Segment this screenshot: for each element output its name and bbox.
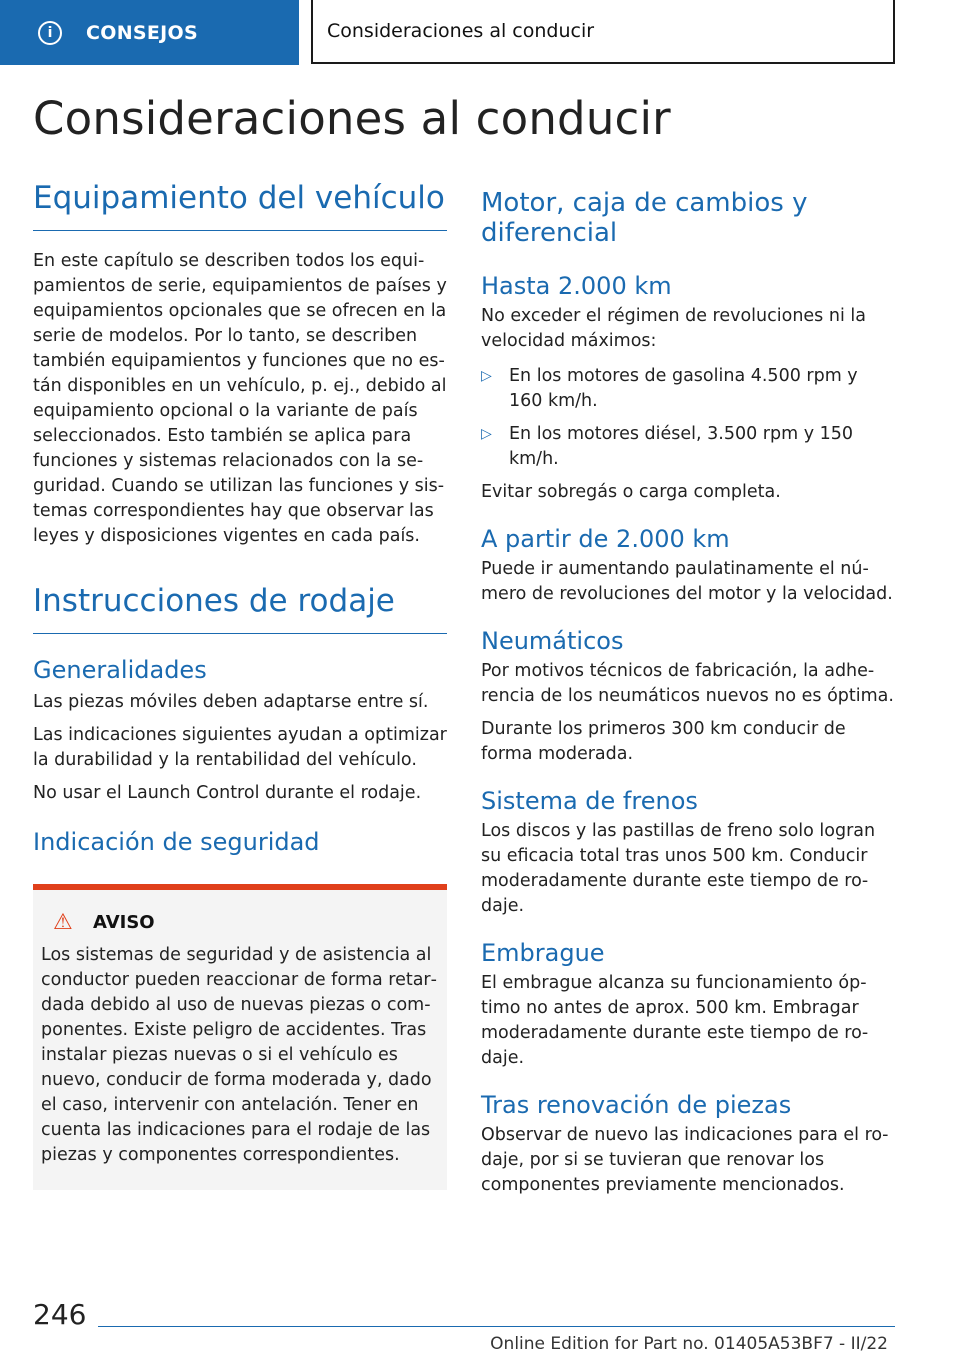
bullet-triangle-icon: ▷ — [481, 426, 492, 442]
bullet-triangle-icon: ▷ — [481, 368, 492, 384]
heading-motor: Motor, caja de cambios y diferencial — [481, 188, 808, 248]
evitar-text: Evitar sobregás o carga completa. — [481, 482, 781, 502]
header-tab-consejos[interactable] — [0, 0, 299, 65]
warning-text: Los sistemas de seguridad y de asistencia al conductor pueden reaccionar de forma retardada debido al uso de nuevas piezas o componentes. Existe peligro de accidentes. Tras instalar piezas nuevas o si el vehículo es nuevo, conducir de forma moderada y, dado el caso, intervenir con antelación. Tener en cuenta las indicaciones para el rodaje de las piezas y componentes correspondientes. — [41, 945, 437, 1165]
equipamiento-text: En este capítulo se describen todos los equipamientos de serie, equipamientos de países y equipamientos opcionales que se ofrecen en la serie de modelos. Por lo tanto, se describen también equipamientos y funciones que no están disponibles en un vehículo, p. ej., debido al equipamiento opcional o la variante de país seleccionados. Esto también se aplica para funciones y sistemas relacionados con la seguridad. Cuando se utilizan las funciones y sistemas correspondientes hay que observar las leyes y disposiciones vigentes en cada país. — [33, 251, 447, 546]
frenos-text: Los discos y las pastillas de freno solo logran su eficacia total tras unos 500 km. Conducir moderadamente durante este tiempo de rodaje. — [481, 821, 876, 916]
hasta-text: No exceder el régimen de revoluciones ni la velocidad máximos: — [481, 306, 866, 351]
generalidades-p3: No usar el Launch Control durante el rodaje. — [33, 783, 422, 803]
heading-a-partir-2000: A partir de 2.000 km — [481, 525, 730, 553]
heading-hasta-2000: Hasta 2.000 km — [481, 272, 672, 300]
heading-equipamiento: Equipamiento del vehículo — [33, 180, 447, 231]
bullet-text: En los motores diésel, 3.500 rpm y 150 km/h. — [509, 424, 854, 469]
heading-renovacion-piezas: Tras renovación de piezas — [481, 1091, 792, 1119]
heading-embrague: Embrague — [481, 939, 605, 967]
bullet-text: En los motores de gasolina 4.500 rpm y 160 km/h. — [509, 366, 858, 411]
heading-neumaticos: Neumáticos — [481, 627, 624, 655]
apartir-text: Puede ir aumentando paulatinamente el número de revoluciones del motor y la velocidad. — [481, 559, 893, 604]
neumaticos-p1: Por motivos técnicos de fabricación, la adherencia de los neumáticos nuevos no es óptima. — [481, 661, 894, 706]
footer-divider — [98, 1326, 895, 1327]
header-section-title: Consideraciones al conducir — [311, 0, 895, 64]
info-icon: i — [38, 21, 62, 45]
list-item — [481, 422, 895, 472]
neumaticos-p2: Durante los primeros 300 km conducir de forma moderada. — [481, 719, 846, 764]
footer-edition: Online Edition for Part no. 01405A53BF7 - II/22 — [490, 1334, 888, 1354]
list-item — [481, 364, 895, 414]
generalidades-p1: Las piezas móviles deben adaptarse entre sí. — [33, 692, 429, 712]
left-column — [33, 180, 447, 1190]
header-tab-label: CONSEJOS — [86, 21, 198, 44]
warning-box — [33, 884, 447, 1190]
heading-instrucciones-rodaje: Instrucciones de rodaje — [33, 583, 447, 634]
generalidades-p2: Las indicaciones siguientes ayudan a optimizar la durabilidad y la rentabilidad del vehículo. — [33, 725, 447, 770]
page-title: Consideraciones al conducir — [33, 92, 671, 145]
page-number: 246 — [33, 1298, 87, 1331]
warning-label: AVISO — [93, 912, 155, 933]
heading-sistema-frenos: Sistema de frenos — [481, 787, 698, 815]
heading-indicacion-seguridad: Indicación de seguridad — [33, 828, 320, 856]
warning-triangle-icon: ⚠ — [53, 910, 73, 935]
embrague-text: El embrague alcanza su funcionamiento óptimo no antes de aprox. 500 km. Embragar moderadamente durante este tiempo de rodaje. — [481, 973, 869, 1068]
renovacion-text: Observar de nuevo las indicaciones para el rodaje, por si se tuvieran que renovar los componentes previamente mencionados. — [481, 1125, 889, 1195]
heading-generalidades: Generalidades — [33, 656, 207, 684]
right-column — [481, 180, 895, 1198]
